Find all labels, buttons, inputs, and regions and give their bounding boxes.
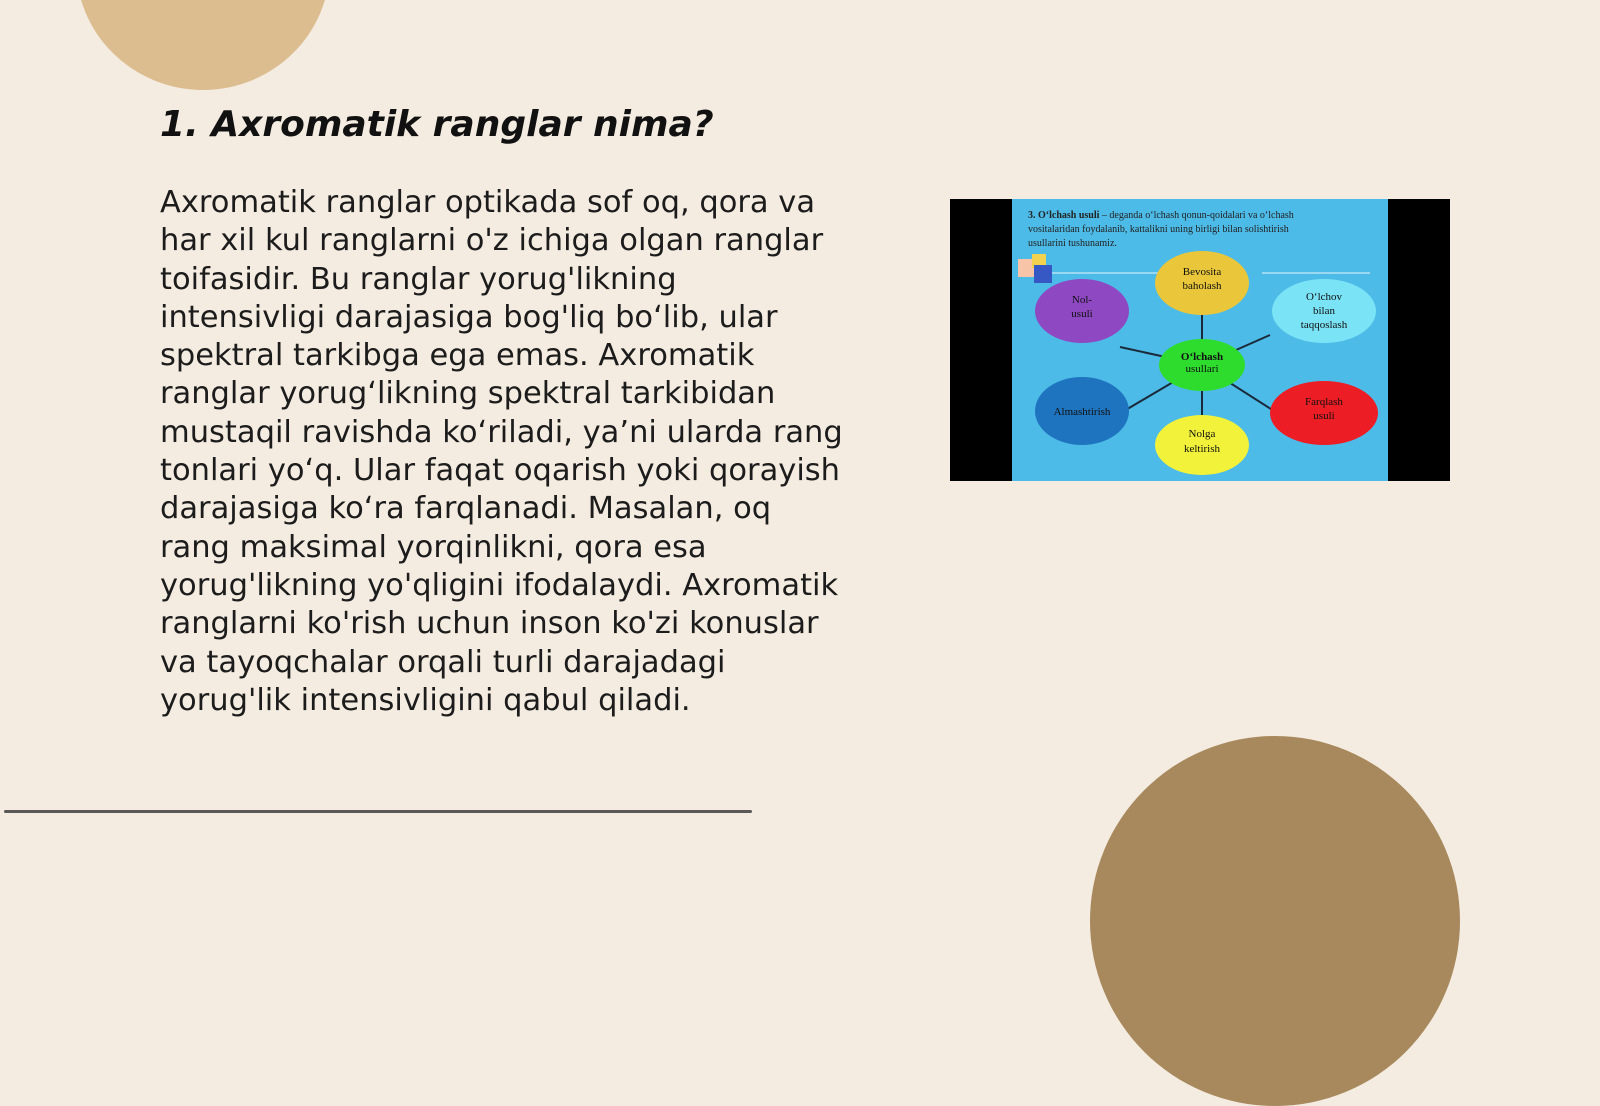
svg-text:usullari: usullari (1185, 363, 1219, 375)
svg-text:Bevosita: Bevosita (1182, 266, 1222, 278)
node-bottom (1155, 415, 1249, 475)
svg-text:3. O‘lchash usuli – deganda o‘ (1028, 210, 1294, 221)
measurement-methods-image (950, 199, 1450, 481)
slide-body-text: Axromatik ranglar optikada sof oq, qora va har xil kul ranglarni o'z ichiga olgan ranglar toifasidir. Bu ranglar yorug'likning intensivligi darajasiga bog'liq bo‘lib, ular spektral tarkibga ega emas. Axromatik ranglar yorug‘likning spektral tarkibidan mustaqil ravishda ko‘riladi, ya’ni ularda rang tonlari yo‘q. Ular faqat oqarish yoki qorayish darajasiga ko‘ra farqlanadi. Masalan, oq rang maksimal yorqinlikni, qora esa yorug'likning yo'qligini ifodalaydi. Axromatik ranglarni ko'rish uchun inson ko'zi konuslar va tayoqchalar orqali turli darajadagi yorug'lik intensivligini qabul qiladi. (160, 185, 843, 718)
svg-text:taqqoslash: taqqoslash (1300, 319, 1348, 331)
decorative-circle-bottom (1090, 736, 1460, 1106)
svg-text:Almashtirish: Almashtirish (1053, 406, 1111, 418)
diagram-heading-rest: – deganda o‘lchash qonun-qoidalari va o‘lchash (1099, 210, 1294, 221)
svg-text:O‘lchov: O‘lchov (1305, 291, 1343, 303)
node-bottom-right (1270, 381, 1378, 445)
diagram-text-line3: usullarini tushunamiz. (1028, 238, 1117, 249)
svg-text:keltirish: keltirish (1183, 443, 1221, 455)
diagram-heading: 3. O‘lchash usuli (1028, 210, 1100, 221)
divider-line (4, 810, 752, 813)
svg-text:Nolga: Nolga (1188, 428, 1216, 440)
svg-text:Farqlash: Farqlash (1305, 396, 1343, 408)
svg-text:Nol-: Nol- (1071, 294, 1093, 306)
node-top-left (1035, 279, 1129, 343)
decorative-circle-top (76, 0, 330, 90)
diagram-text-line2: vositalaridan foydalanib, kattalikni uning birligi bilan solishtirish (1028, 224, 1289, 235)
measurement-methods-diagram (1012, 199, 1388, 481)
decor-square (1034, 265, 1052, 283)
node-top (1155, 251, 1249, 315)
svg-text:usuli: usuli (1313, 410, 1335, 422)
node-top-right (1272, 279, 1376, 343)
svg-text:O‘lchash: O‘lchash (1180, 351, 1224, 363)
svg-text:bilan: bilan (1313, 305, 1335, 317)
node-bottom-left (1035, 377, 1129, 445)
slide-title: 1. Axromatik ranglar nima? (160, 104, 714, 145)
svg-text:usuli: usuli (1071, 308, 1093, 320)
svg-text:baholash: baholash (1182, 280, 1222, 292)
node-center (1159, 339, 1245, 391)
